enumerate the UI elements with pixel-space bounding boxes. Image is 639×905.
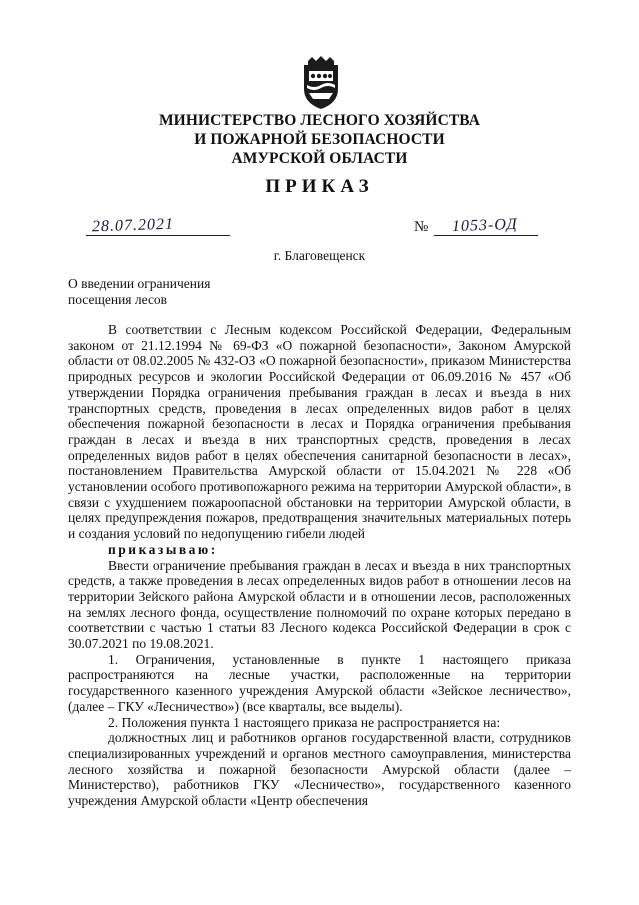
paragraph-main: Ввести ограничение пребывания граждан в лесах и въезда в них транспортных средств, а также проведения в лесах определенных видов работ в отношении лесов на территории Зейского района Амурской области и в отношении лесов, расположенных на землях лесного фонда, осуществление полномочий по охране которых передано в соответствии с частью 1 статьи 83 Лесного кодекса Российской Федерации в срок с 30.07.2021 по 19.08.2021. bbox=[68, 557, 571, 652]
date-underline bbox=[86, 235, 230, 236]
preamble-paragraph: В соответствии с Лесным кодексом Российской Федерации, Федеральным законом от 21.12.1994 № 69-ФЗ «О пожарной безопасности», Законом Амурской области от 08.02.2005 № 432-ОЗ «О пожарной безопасности», приказом Министерства природных ресурсов и экологии Российской Федерации от 06.09.2016 № 457 «Об утверждении Порядка ограничения пребывания граждан в лесах и въезда в них транспортных средств, проведения в лесах определенных видов работ в целях обеспечения пожарной безопасности в лесах и Порядка ограничения пребывания граждан в лесах и въезда в них транспортных средств, проведения в лесах определенных видов работ в целях обеспечения санитарной безопасности в лесах», постановлением Правительства Амурской области от 15.04.2021 № 228 «Об установлении особого противопожарного режима на территории Амурской области», в связи с ухудшением пожароопасной обстановки на территории Амурской области, в целях предупреждения пожаров, предотвращения значительных материальных потерь и создания условий по недопущению гибели людей bbox=[68, 322, 571, 542]
city: г. Благовещенск bbox=[273, 248, 366, 263]
ministry-line-1: МИНИСТЕРСТВО ЛЕСНОГО ХОЗЯЙСТВА bbox=[158, 112, 481, 129]
ministry-line-3: АМУРСКОЙ ОБЛАСТИ bbox=[231, 150, 408, 167]
document-type: ПРИКАЗ bbox=[265, 176, 374, 197]
paragraph-exceptions: должностных лиц и работников органов государственной власти, сотрудников специализированных учреждений и органов местного самоуправления, министерства лесного хозяйства и пожарной безопасности Амурской области (далее – Министерство), работников ГКУ «Лесничество», государственного казенного учреждения Амурской области «Центр обеспечения bbox=[68, 730, 571, 809]
number-underline bbox=[434, 235, 538, 236]
document-body bbox=[68, 322, 571, 809]
subject-line-2: посещения лесов bbox=[68, 292, 168, 307]
orders-word: приказываю: bbox=[108, 541, 218, 557]
ministry-name bbox=[0, 111, 639, 168]
paragraph-1: 1. Ограничения, установленные в пункте 1 настоящего приказа распространяются на лесные участки, расположенные на территории государственного казенного учреждения Амурской области «Зейское лесничество», (далее – ГКУ «Лесничество») (все кварталы, все выделы). bbox=[68, 651, 571, 714]
handwritten-number: 1053-ОД bbox=[451, 215, 518, 236]
coat-of-arms-icon bbox=[296, 55, 346, 111]
handwritten-date: 28.07.2021 bbox=[91, 215, 175, 236]
number-label: № bbox=[414, 219, 429, 235]
subject bbox=[68, 276, 210, 308]
ministry-line-2: И ПОЖАРНОЙ БЕЗОПАСНОСТИ bbox=[194, 131, 445, 148]
subject-line-1: О введении ограничения bbox=[68, 276, 211, 291]
paragraph-2: 2. Положения пункта 1 настоящего приказа не распространяется на: bbox=[108, 714, 501, 730]
